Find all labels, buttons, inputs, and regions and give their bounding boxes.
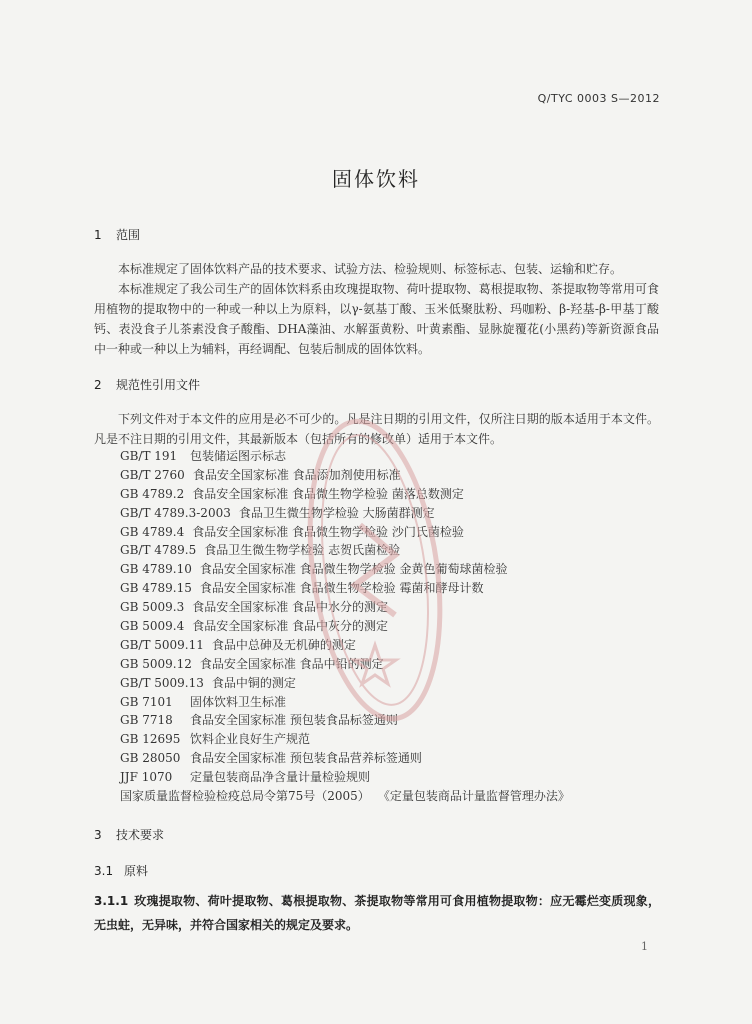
reference-item: GB 4789.2 食品安全国家标准 食品微生物学检验 菌落总数测定 <box>120 486 464 501</box>
document-title: 固体饮料 <box>332 167 420 191</box>
clause-3-1-1 <box>94 889 660 937</box>
reference-item: GB 4789.10 食品安全国家标准 食品微生物学检验 金黄色葡萄球菌检验 <box>120 562 508 577</box>
subsection-number: 3.1 <box>94 864 114 878</box>
clause-text: 玫瑰提取物、荷叶提取物、葛根提取物、茶提取物等常用可食用植物提取物：应无霉烂变质现象，无虫蛀，无异味，并符合国家相关的规定及要求。 <box>94 894 660 932</box>
reference-item: GB/T 5009.13 食品中铜的测定 <box>120 675 296 690</box>
reference-item: 国家质量监督检验检疫总局令第75号（2005） 《定量包装商品计量监督管理办法》 <box>120 789 570 804</box>
section-number: 1 <box>94 228 102 242</box>
reference-list <box>120 447 570 806</box>
section-title: 技术要求 <box>116 828 165 842</box>
reference-item: GB/T 4789.3-2003 食品卫生微生物学检验 大肠菌群测定 <box>120 505 435 520</box>
subsection-title: 原料 <box>124 864 149 878</box>
reference-item: GB 4789.15 食品安全国家标准 食品微生物学检验 霉菌和酵母计数 <box>120 581 484 596</box>
reference-item: GB 28050 食品安全国家标准 预包装食品营养标签通则 <box>120 751 422 766</box>
normative-intro: 下列文件对于本文件的应用是必不可少的。凡是注日期的引用文件，仅所注日期的版本适用于本文件。凡是不注日期的引用文件，其最新版本（包括所有的修改单）适用于本文件。 <box>94 412 659 446</box>
reference-item: GB 12695 饮料企业良好生产规范 <box>120 732 311 747</box>
reference-item: GB 5009.4 食品安全国家标准 食品中灰分的测定 <box>120 619 389 634</box>
reference-item: GB 7718 食品安全国家标准 预包装食品标签通则 <box>120 713 398 728</box>
clause-number: 3.1.1 <box>94 894 129 908</box>
section-title: 范围 <box>116 228 141 242</box>
scope-paragraph-2: 本标准规定了我公司生产的固体饮料系由玫瑰提取物、荷叶提取物、葛根提取物、茶提取物等常用可食用植物的提取物中的一种或一种以上为原料，以γ-氨基丁酸、玉米低聚肽粉、玛咖粉、β-羟基-β-甲基丁酸钙、表没食子儿茶素没食子酸酯、DHA藻油、水解蛋黄粉、叶黄素酯、显脉旋覆花(小黑药)等新资源食品中一种或一种以上为辅料，再经调配、包装后制成的固体饮料。 <box>94 282 659 356</box>
subsection-heading-raw-materials <box>94 862 148 879</box>
scope-paragraph-1: 本标准规定了固体饮料产品的技术要求、试验方法、检验规则、标签标志、包装、运输和贮存。 <box>118 262 623 276</box>
reference-item: GB 5009.12 食品安全国家标准 食品中铅的测定 <box>120 656 384 671</box>
section-number: 3 <box>94 828 102 842</box>
section-number: 2 <box>94 378 102 392</box>
section-title: 规范性引用文件 <box>116 378 201 392</box>
reference-item: GB 5009.3 食品安全国家标准 食品中水分的测定 <box>120 600 389 615</box>
section-heading-scope <box>94 226 140 243</box>
reference-item: GB/T 5009.11 食品中总砷及无机砷的测定 <box>120 637 356 652</box>
reference-item: GB 7101 固体饮料卫生标准 <box>120 694 287 709</box>
reference-item: GB/T 191 包装储运图示标志 <box>120 449 287 463</box>
page-number: 1 <box>641 940 648 953</box>
reference-item: GB 4789.4 食品安全国家标准 食品微生物学检验 沙门氏菌检验 <box>120 524 464 539</box>
section-heading-technical <box>94 826 164 843</box>
reference-item: JJF 1070 定量包装商品净含量计量检验规则 <box>120 770 371 785</box>
section-heading-normative <box>94 376 200 393</box>
standard-code: Q/TYC 0003 S—2012 <box>537 92 660 105</box>
reference-item: GB/T 4789.5 食品卫生微生物学检验 志贺氏菌检验 <box>120 543 401 558</box>
reference-item: GB/T 2760 食品安全国家标准 食品添加剂使用标准 <box>120 467 401 482</box>
